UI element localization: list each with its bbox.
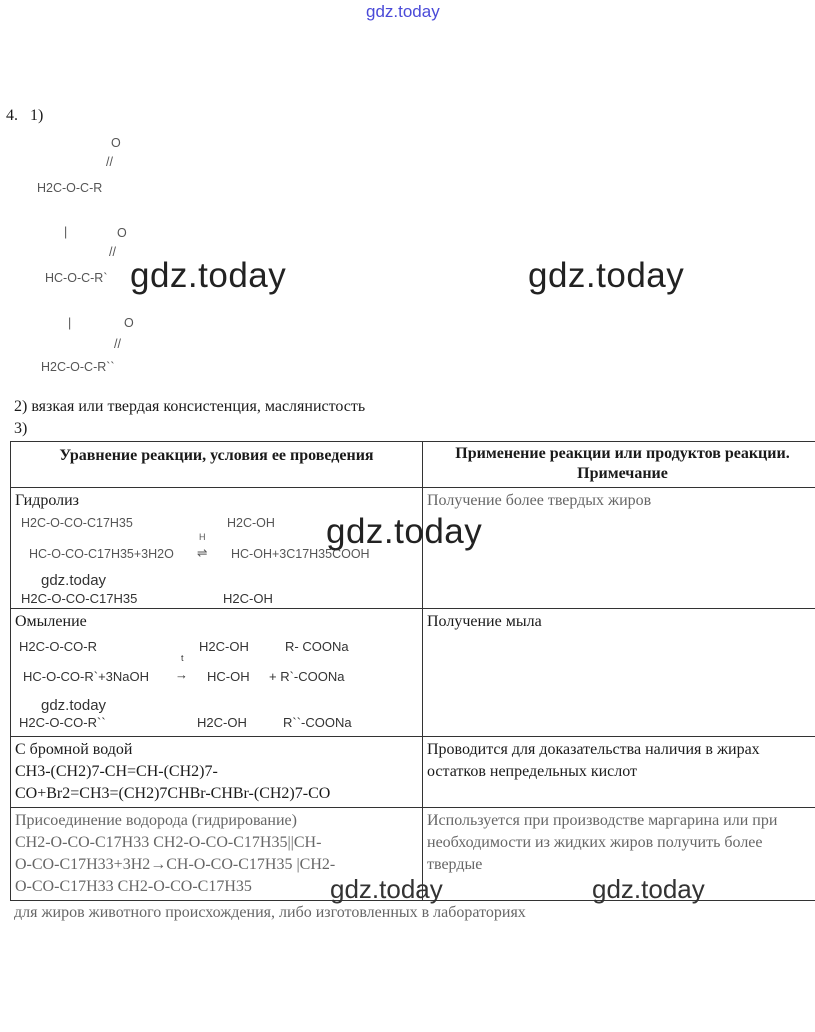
vertical-bond-1: | — [64, 225, 68, 239]
part-2-text: 2) вязкая или твердая консистенция, маслянистость — [14, 398, 366, 415]
hydrolysis-line-1a: H2C-O-CO-C17H35 — [21, 516, 133, 530]
bromination-note-cell — [423, 737, 815, 808]
vertical-bond-2: | — [68, 316, 72, 330]
saponification-note-cell — [423, 609, 815, 737]
top-watermark: gdz.today — [366, 2, 440, 21]
hydrolysis-line-1b: H2C-OH — [227, 516, 275, 530]
bromination-line-3: CO+Br2=CH3=(CH2)7CHBr-CHBr-(CH2)7-CO — [15, 785, 331, 802]
saponification-line-1b: H2C-OH — [199, 639, 249, 654]
double-bond-2: // — [109, 245, 116, 259]
hydrogenation-title: Присоединение водорода (гидрирование) — [15, 812, 297, 829]
bromination-note: Проводится для доказательства наличия в жирах остатков непредельных кислот — [427, 741, 760, 780]
reactions-table — [10, 441, 815, 901]
footer-note: для жиров животного происхождения, либо изготовленных в лабораториях — [14, 904, 526, 921]
watermark-left: gdz.today — [130, 256, 287, 295]
bromination-cell — [11, 737, 423, 808]
part-3-label: 3) — [14, 420, 28, 437]
header-equation: Уравнение реакции, условия ее проведения — [11, 442, 423, 488]
hydrolysis-line-3a: H2C-O-CO-C17H35 — [21, 591, 138, 606]
saponification-line-1c: R- COONa — [285, 639, 349, 654]
watermark-table-center: gdz.today — [326, 512, 483, 551]
hydrolysis-watermark: gdz.today — [41, 572, 107, 589]
saponification-title: Омыление — [15, 613, 87, 630]
hydrolysis-title: Гидролиз — [15, 492, 79, 509]
structure-row-2: HC-O-C-R` — [45, 271, 108, 285]
watermark-bottom-left: gdz.today — [330, 874, 443, 904]
saponification-line-3a: H2C-O-CO-R`` — [19, 715, 106, 730]
bromination-line-2: CH3-(CH2)7-CH=CH-(CH2)7- — [15, 763, 218, 780]
hydrolysis-line-3b: H2C-OH — [223, 591, 273, 606]
header-application: Применение реакции или продуктов реакции. Примечание — [423, 442, 815, 488]
saponification-line-3b: H2C-OH — [197, 715, 247, 730]
hydrolysis-arrow: ⇌ — [197, 546, 208, 560]
hydrolysis-note: Получение более твердых жиров — [427, 492, 652, 509]
saponification-line-2b: HC-OH — [207, 669, 250, 684]
saponification-note: Получение мыла — [427, 613, 542, 630]
hydrogenation-line-3: O-CO-C17H33+3H2→CH-O-CO-C17H35 |CH2- — [15, 856, 336, 873]
saponification-line-2a: HC-O-CO-R`+3NaOH — [23, 669, 150, 684]
saponification-arrow: → — [175, 667, 188, 682]
saponification-condition: t — [181, 653, 184, 663]
hydrolysis-line-2a: HC-O-CO-C17H35+3H2O — [29, 547, 174, 561]
carbonyl-o-2: O — [117, 226, 127, 240]
watermark-bottom-right: gdz.today — [592, 874, 705, 904]
saponification-watermark: gdz.today — [41, 697, 107, 714]
double-bond-3: // — [114, 337, 121, 351]
carbonyl-o-1: O — [111, 136, 121, 150]
table-row — [11, 609, 815, 737]
saponification-line-1a: H2C-O-CO-R — [19, 639, 97, 654]
part-1-label: 1) — [30, 107, 44, 124]
hydrolysis-line-2b: HC-OH+3C17H35COOH — [231, 547, 370, 561]
table-row — [11, 737, 815, 808]
structure-row-3: H2C-O-C-R`` — [41, 360, 115, 374]
watermark-right: gdz.today — [528, 256, 685, 295]
hydrogenation-note: Используется при производстве маргарина или при необходимости из жидких жиров получить более твердые — [427, 812, 778, 873]
saponification-line-2c: + R`-COONa — [269, 669, 345, 684]
bromination-title: С бромной водой — [15, 741, 133, 758]
table-header-row — [11, 442, 815, 488]
task-number: 4. — [6, 107, 18, 124]
carbonyl-o-3: O — [124, 316, 134, 330]
saponification-cell — [11, 609, 423, 737]
saponification-line-3c: R``-COONa — [283, 715, 352, 730]
hydrogenation-line-4: O-CO-C17H33 CH2-O-CO-C17H35 — [15, 878, 252, 895]
double-bond-1: // — [106, 155, 113, 169]
structure-row-1: H2C-O-C-R — [37, 181, 103, 195]
hydrolysis-catalyst: H — [199, 532, 206, 542]
hydrogenation-line-2: CH2-O-CO-C17H33 CH2-O-CO-C17H35||CH- — [15, 834, 322, 851]
